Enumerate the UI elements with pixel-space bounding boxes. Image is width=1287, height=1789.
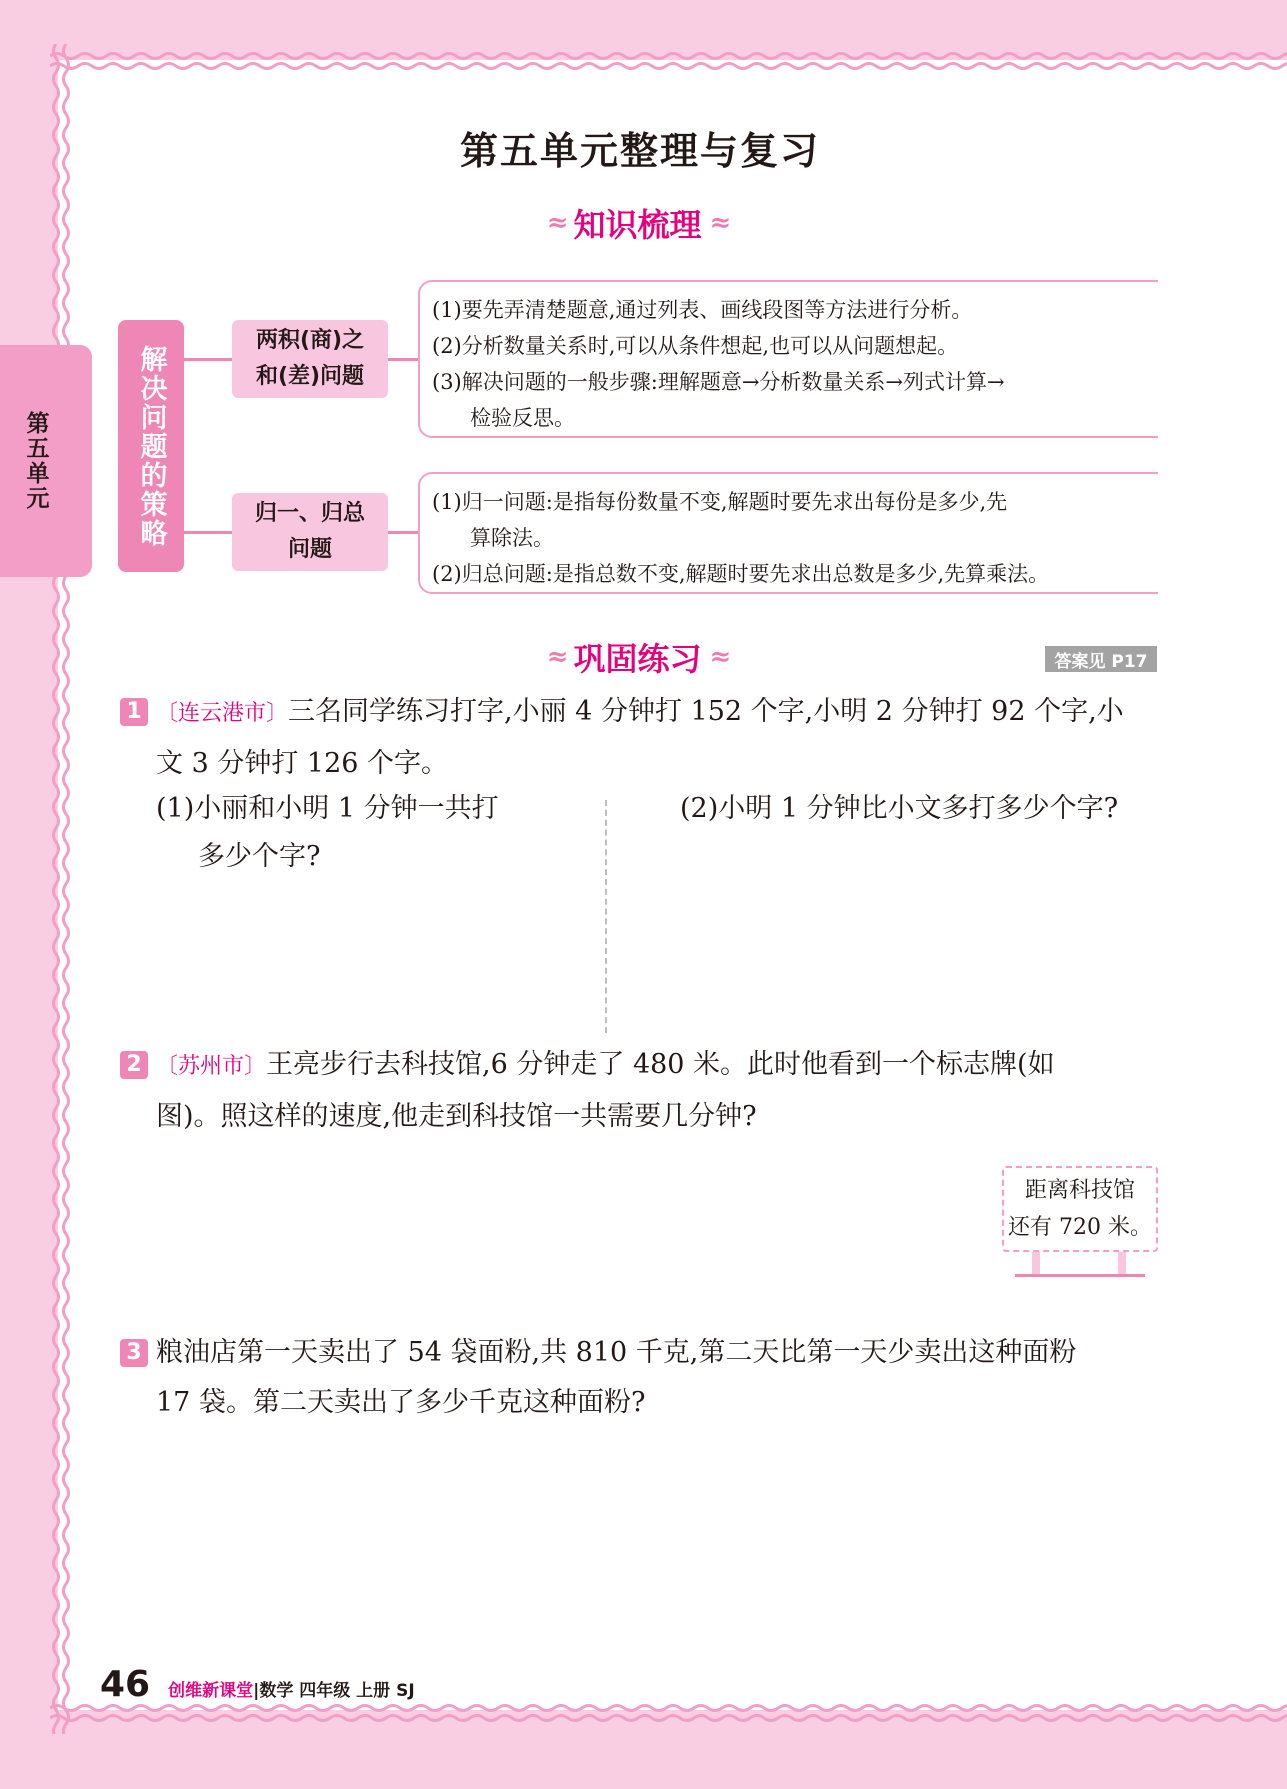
wavy-border-left	[44, 44, 80, 1734]
wave-decor-icon: ≈	[546, 208, 566, 238]
problem-text: 粮油店第一天卖出了 54 袋面粉,共 810 千克,第二天比第一天少卖出这种面粉	[156, 1337, 1077, 1368]
problem-number-badge: 2	[120, 1051, 148, 1079]
subquestion-text: (1)小丽和小明 1 分钟一共打	[156, 793, 499, 824]
knowledge-section-heading	[530, 198, 745, 248]
problem-3	[120, 1328, 1160, 1428]
knowledge-heading-text: 知识梳理	[573, 206, 702, 244]
unit-side-tab-label: 第五单元	[22, 411, 49, 511]
problem-1-line-1	[120, 687, 1160, 739]
topic-1-points	[418, 280, 1158, 438]
sign-ground-line	[1015, 1274, 1145, 1277]
footer-separator: |	[253, 1681, 260, 1701]
problem-1	[120, 687, 1160, 789]
problem-3-line-2: 17 袋。第二天卖出了多少千克这种面粉?	[156, 1387, 646, 1418]
problem-2	[120, 1040, 1160, 1142]
strategy-root-box	[118, 320, 184, 572]
topic-box-product-quotient: 两积(商)之 和(差)问题	[232, 320, 388, 398]
problem-source-tag: 〔连云港市〕	[156, 701, 289, 726]
sign-post-right	[1118, 1252, 1126, 1276]
strategy-root-label: 解决问题的策略	[135, 344, 167, 548]
subquestion-text: (2)小明 1 分钟比小文多打多少个字?	[680, 793, 1119, 824]
problem-2-line-2: 图)。照这样的速度,他走到科技馆一共需要几分钟?	[156, 1101, 757, 1132]
knowledge-point: 算除法。	[470, 526, 554, 550]
page-title: 第五单元整理与复习	[459, 129, 820, 173]
knowledge-point: (2)分析数量关系时,可以从条件想起,也可以从问题想起。	[432, 334, 959, 358]
answer-reference-badge: 答案见 P17	[1045, 646, 1157, 672]
page-number: 46	[100, 1664, 151, 1705]
problem-2-line-1	[120, 1040, 1160, 1092]
problem-1-line-2: 文 3 分钟打 126 个字。	[156, 748, 449, 779]
page-footer	[100, 1664, 415, 1705]
practice-heading-text: 巩固练习	[573, 640, 702, 678]
topic-2-points	[418, 472, 1158, 594]
subquestion-text: 多少个字?	[198, 841, 321, 872]
footer-book-info: 数学 四年级 上册 SJ	[259, 1681, 415, 1701]
problem-1-subquestion-1	[156, 785, 576, 881]
wave-decor-icon: ≈	[709, 208, 729, 238]
distance-signboard	[1002, 1166, 1158, 1252]
connector-line	[184, 358, 232, 361]
footer-brand: 创维新课堂|数学 四年级 上册 SJ	[168, 1681, 415, 1701]
connector-line	[184, 531, 232, 534]
problem-number-badge: 3	[120, 1339, 148, 1367]
problem-text: 三名同学练习打字,小丽 4 分钟打 152 个字,小明 2 分钟打 92 个字,小	[288, 696, 1124, 727]
sign-text: 距离科技馆	[1024, 1178, 1135, 1203]
connector-line	[388, 531, 418, 534]
connector-line	[388, 358, 418, 361]
sign-post-left	[1032, 1252, 1040, 1276]
wavy-border-top	[50, 44, 1287, 80]
problem-source-tag: 〔苏州市〕	[156, 1054, 267, 1079]
wave-decor-icon: ≈	[546, 642, 566, 672]
wave-decor-icon: ≈	[709, 642, 729, 672]
problem-number-badge: 1	[120, 698, 148, 726]
sign-text: 还有 720 米。	[1008, 1215, 1152, 1240]
knowledge-point: (3)解决问题的一般步骤:理解题意→分析数量关系→列式计算→	[432, 370, 1005, 394]
knowledge-point: (1)归一问题:是指每份数量不变,解题时要先求出每份是多少,先	[432, 490, 1008, 514]
unit-side-tab	[0, 345, 92, 577]
answer-area-divider	[605, 800, 607, 1033]
problem-1-subquestion-2	[680, 785, 1160, 833]
knowledge-point: 检验反思。	[470, 406, 575, 430]
practice-section-heading	[530, 632, 745, 682]
knowledge-point: (2)归总问题:是指总数不变,解题时要先求出总数是多少,先算乘法。	[432, 562, 1050, 586]
problem-3-line-1	[120, 1328, 1160, 1378]
problem-text: 王亮步行去科技馆,6 分钟走了 480 米。此时他看到一个标志牌(如	[266, 1049, 1055, 1080]
topic-box-unitary-total: 归一、归总 问题	[232, 493, 388, 571]
knowledge-point: (1)要先弄清楚题意,通过列表、画线段图等方法进行分析。	[432, 298, 973, 322]
